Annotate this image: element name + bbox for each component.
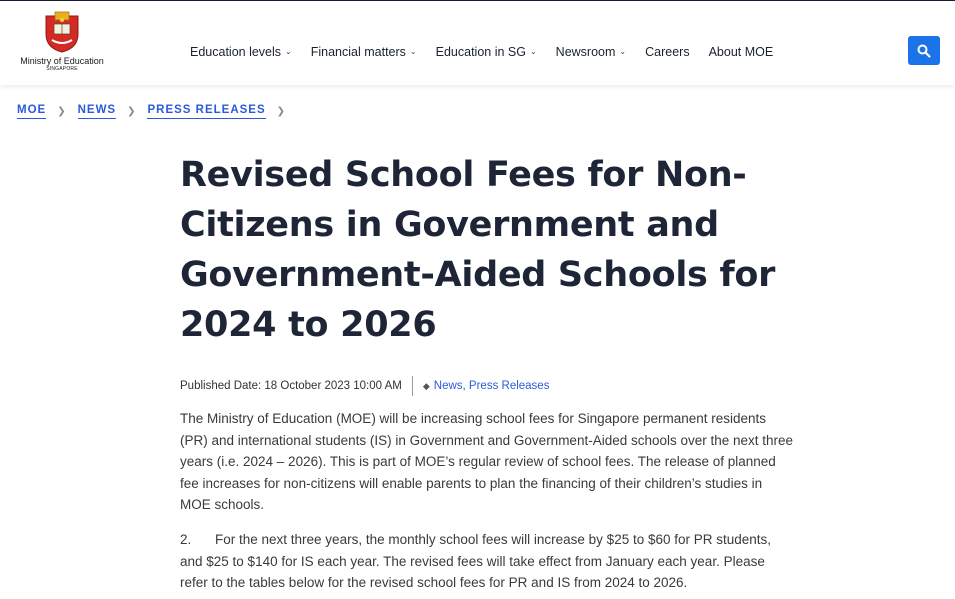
- main-nav: [190, 45, 792, 59]
- search-button[interactable]: [908, 36, 940, 65]
- nav-label: About MOE: [708, 45, 774, 59]
- tag-icon: ◆: [422, 380, 430, 391]
- page-title: Revised School Fees for Non-Citizens in Government and Government-Aided Schools for 2024 to 2026: [180, 155, 776, 345]
- chevron-down-icon: ⌄: [409, 46, 417, 56]
- nav-label: Education levels: [190, 45, 282, 59]
- moe-logo[interactable]: [20, 10, 104, 78]
- breadcrumb-press-releases[interactable]: PRESS RELEASES: [147, 104, 265, 119]
- article-paragraph-1: The Ministry of Education (MOE) will be increasing school fees for Singapore permanent residents (PR) and international students (IS) in Government and Government-Aided schools over the next three years (i.e. 2024 – 2026). This is part of MOE’s regular review of school fees. The release of planned fee increases for non-citizens will enable parents to plan the financing of their children’s studies in MOE schools.: [180, 411, 794, 512]
- tag-news-link[interactable]: News: [433, 380, 463, 392]
- chevron-down-icon: ⌄: [529, 46, 537, 56]
- chevron-right-icon: ❯: [57, 106, 67, 117]
- nav-about-moe[interactable]: [709, 45, 774, 59]
- nav-education-levels[interactable]: [190, 45, 292, 59]
- paragraph-text: For the next three years, the monthly school fees will increase by $25 to $60 for PR students, and $25 to $140 for IS each year. The revised fees will take effect from January each year. Please refer to the tables below for the revised school fees for PR and IS from 2024 to 2026.: [180, 532, 772, 590]
- breadcrumb-moe[interactable]: MOE: [17, 104, 46, 119]
- published-date: Published Date: 18 October 2023 10:00 AM: [180, 380, 402, 392]
- chevron-right-icon: ❯: [276, 106, 287, 117]
- meta-divider: [412, 376, 413, 396]
- nav-financial-matters[interactable]: [311, 45, 417, 59]
- crest-icon: [40, 10, 84, 54]
- breadcrumb-news[interactable]: NEWS: [78, 104, 117, 119]
- nav-education-in-sg[interactable]: [436, 45, 537, 59]
- nav-label: Newsroom: [555, 45, 616, 59]
- nav-newsroom[interactable]: [556, 45, 626, 59]
- logo-subtitle: SINGAPORE: [46, 66, 78, 72]
- site-header: [0, 1, 955, 85]
- tag-press-releases-link[interactable]: Press Releases: [468, 380, 550, 392]
- tag-separator: ,: [462, 380, 469, 392]
- search-icon: [917, 44, 931, 58]
- nav-label: Financial matters: [310, 45, 406, 59]
- chevron-down-icon: ⌄: [619, 46, 627, 56]
- nav-label: Education in SG: [435, 45, 526, 59]
- article-meta: [180, 376, 549, 396]
- nav-careers[interactable]: [645, 45, 689, 59]
- logo-name: Ministry of Education: [20, 56, 104, 66]
- article-paragraph-2: [180, 529, 795, 594]
- chevron-right-icon: ❯: [127, 106, 137, 117]
- nav-label: Careers: [645, 45, 690, 59]
- chevron-down-icon: ⌄: [285, 46, 292, 56]
- paragraph-number: 2.: [180, 532, 192, 547]
- breadcrumb: [17, 104, 297, 119]
